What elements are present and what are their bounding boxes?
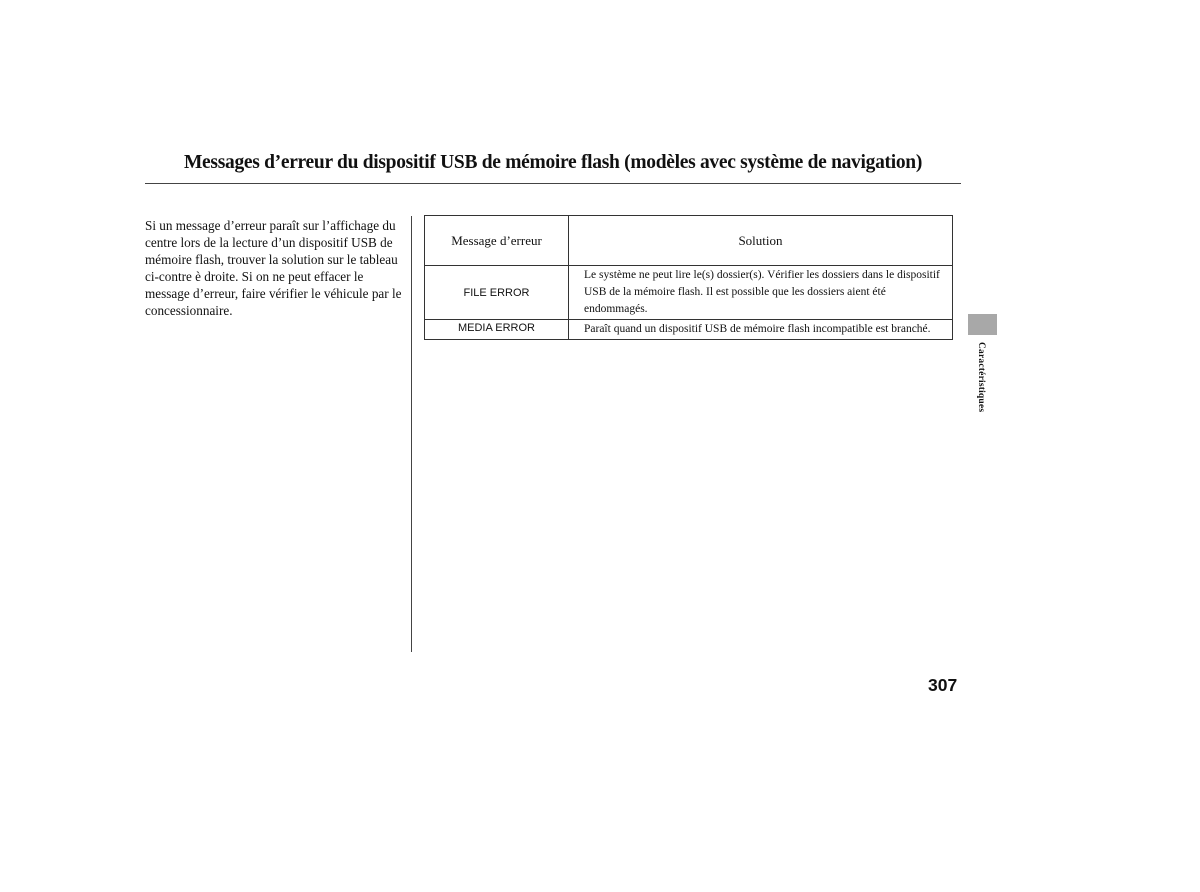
page-number: 307 — [928, 675, 958, 695]
header-solution: Solution — [569, 216, 953, 266]
section-label: Caractéristiques — [976, 342, 986, 413]
header-message: Message d’erreur — [425, 216, 569, 266]
table-row — [425, 320, 953, 340]
error-solution: Le système ne peut lire le(s) dossier(s). Vérifier les dossiers dans le dispositif USB de la mémoire flash. Il est possible que les dossiers aient été endommagés. — [569, 266, 953, 320]
column-divider — [411, 216, 412, 652]
table-row — [425, 266, 953, 320]
intro-paragraph: Si un message d’erreur paraît sur l’affichage du centre lors de la lecture d’un dispositif USB de mémoire flash, trouver la solution sur le tableau ci-contre è droite. Si on ne peut effacer le message d’erreur, faire vérifier le véhicule par le concessionnaire. — [145, 218, 402, 318]
error-code: MEDIA ERROR — [425, 320, 569, 340]
error-table — [424, 215, 953, 340]
table-header-row — [425, 216, 953, 266]
section-tab — [968, 314, 997, 335]
error-code: FILE ERROR — [425, 266, 569, 320]
page-title: Messages d’erreur du dispositif USB de mémoire flash (modèles avec système de navigation) — [183, 152, 923, 173]
intro-text — [145, 217, 405, 319]
error-solution: Paraît quand un dispositif USB de mémoire flash incompatible est branché. — [569, 320, 953, 340]
title-rule — [145, 183, 961, 184]
